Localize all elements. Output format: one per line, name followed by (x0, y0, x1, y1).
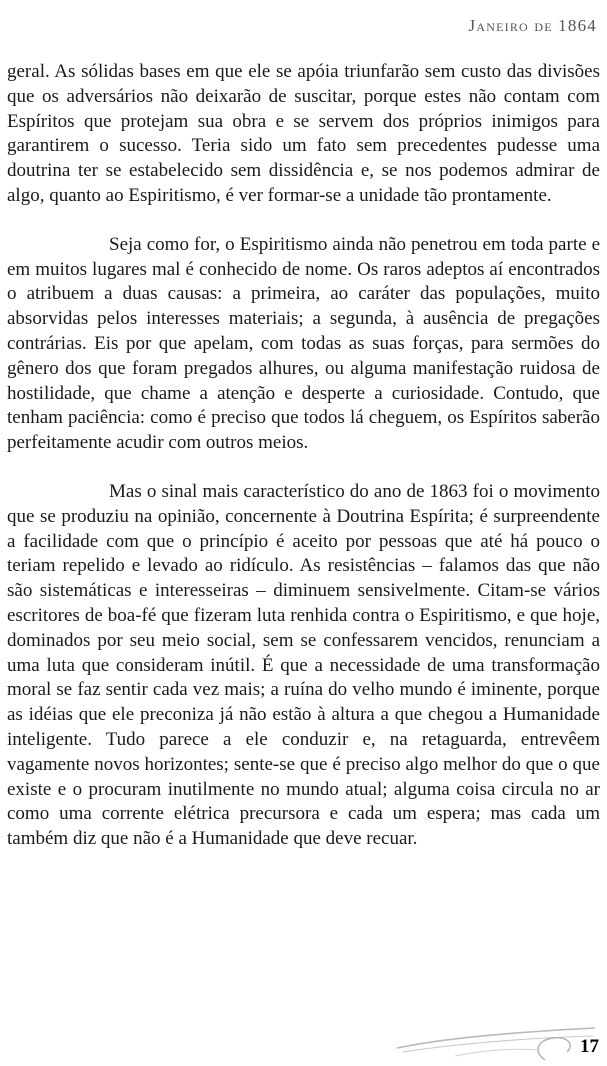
paragraph-continued: geral. As sólidas bases em que ele se apóia triunfarão sem custo das divisões que os adversários não deixarão de suscitar, porque estes não contam com Espíritos que protejam sua obra e se servem dos próprios inimigos para garantirem o sucesso. Teria sido um fato sem precedentes pudesse uma doutrina ter se estabelecido sem dissidência e, se nos podemos admirar de algo, quanto ao Espiritismo, é ver formar-se a unidade tão prontamente. (7, 61, 600, 206)
paragraph: Mas o sinal mais característico do ano de 1863 foi o movimento que se produziu na opinião, concernente à Doutrina Espírita; é surpreendente a facilidade com que o princípio é aceito por pessoas que até há pouco o teriam repelido e levado ao ridículo. As resistências – falamos das que não são sistemáticas e interesseiras – diminuem sensivelmente. Citam-se vários escritores de boa-fé que fizeram luta renhida contra o Espiritismo, e que hoje, dominados por seu meio social, sem se confessarem vencidos, renunciam a uma luta que consideram inútil. É que a necessidade de uma transformação moral se faz sentir cada vez mais; a ruína do velho mundo é iminente, porque as idéias que ele preconiza já não estão à altura a que chegou a Humanidade inteligente. Tudo parece a ele conduzir e, na retaguarda, entrevêem vagamente novos horizontes; sente-se que é preciso algo melhor do que o que existe e o procuram inutilmente no mundo atual; alguma coisa circula no ar como uma corrente elétrica precursora e cada um espera; mas cada um também diz que não é a Humanidade que deve recuar. (7, 480, 600, 850)
paragraph: Seja como for, o Espiritismo ainda não penetrou em toda parte e em muitos lugares mal é conhecido de nome. Os raros adeptos aí encontrados o atribuem a duas causas: a primeira, ao caráter das populações, muito absorvidas pelos interesses materiais; a segunda, à ausência de pregações contrárias. Eis por que apelam, com todas as suas forças, para sermões do gênero dos que foram pregados alhures, ou alguma manifestação ruidosa de hostilidade, que chame a atenção e desperte a curiosidade. Contudo, que tenham paciência: como é preciso que todos lá cheguem, os Espíritos saberão perfeitamente acudir com outros meios. (7, 233, 600, 454)
running-header: Janeiro de 1864 (468, 16, 597, 35)
page-number: 17 (580, 1036, 599, 1057)
page-body (7, 60, 600, 852)
swirl-ornament (395, 1022, 600, 1062)
